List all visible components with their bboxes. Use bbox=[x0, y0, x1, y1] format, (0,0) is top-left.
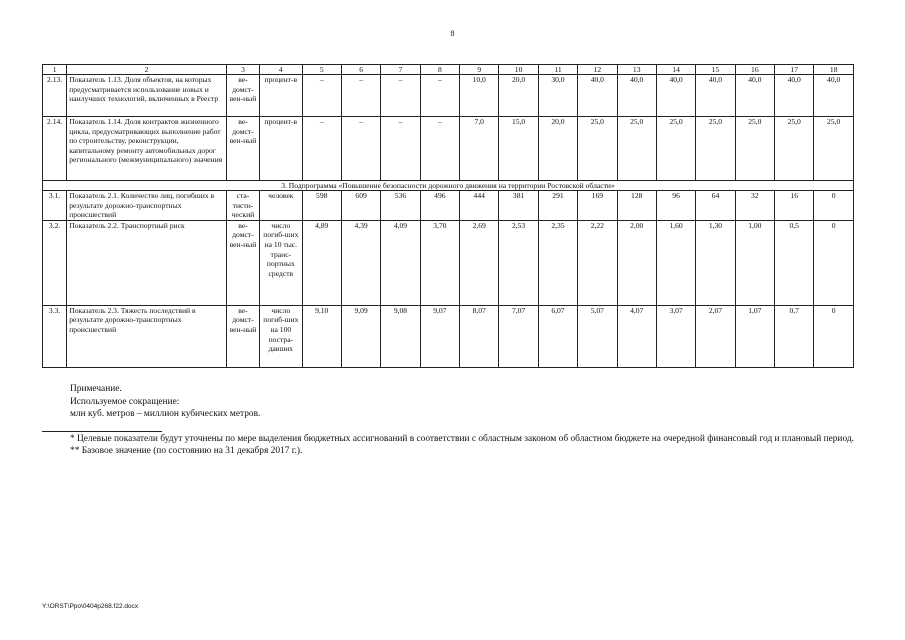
table-cell: 96 bbox=[656, 191, 695, 221]
table-cell: 40,0 bbox=[617, 75, 656, 117]
data-source: ве-домст-вен-ный bbox=[226, 117, 259, 181]
row-number: 3.2. bbox=[43, 220, 67, 305]
table-cell: 9,09 bbox=[341, 305, 380, 367]
table-cell: 25,0 bbox=[656, 117, 695, 181]
table-cell: 7,07 bbox=[499, 305, 538, 367]
column-header: 2 bbox=[67, 65, 227, 75]
table-cell: 20,0 bbox=[499, 75, 538, 117]
table-row bbox=[43, 191, 854, 221]
table-cell: 1,30 bbox=[696, 220, 735, 305]
table-cell: 25,0 bbox=[617, 117, 656, 181]
table-cell: 381 bbox=[499, 191, 538, 221]
table-cell: 40,0 bbox=[735, 75, 774, 117]
table-cell: 1,07 bbox=[735, 305, 774, 367]
table-cell: 444 bbox=[460, 191, 499, 221]
table-row bbox=[43, 305, 854, 367]
table-cell: 25,0 bbox=[775, 117, 814, 181]
indicators-table bbox=[42, 64, 854, 368]
table-cell: 3,07 bbox=[656, 305, 695, 367]
column-header: 17 bbox=[775, 65, 814, 75]
table-row bbox=[43, 220, 854, 305]
page-number: 8 bbox=[450, 29, 455, 38]
table-cell: 4,89 bbox=[302, 220, 341, 305]
table-cell: 9,07 bbox=[420, 305, 459, 367]
table-cell: 169 bbox=[578, 191, 617, 221]
notes-block bbox=[70, 383, 260, 421]
table-cell: – bbox=[420, 75, 459, 117]
column-header: 5 bbox=[302, 65, 341, 75]
row-number: 2.13. bbox=[43, 75, 67, 117]
data-source: ста-тисти-ческий bbox=[226, 191, 259, 221]
unit-of-measure: процент-в bbox=[260, 75, 302, 117]
column-header: 3 bbox=[226, 65, 259, 75]
indicator-name: Показатель 2.3. Тяжесть последствий в результате дорожно-транспортных происшествий bbox=[67, 305, 227, 367]
table-cell: 10,0 bbox=[460, 75, 499, 117]
table-cell: 3,70 bbox=[420, 220, 459, 305]
data-source: ве-домст-вен-ный bbox=[226, 220, 259, 305]
notes-title: Примечание. bbox=[70, 384, 122, 394]
row-number: 3.1. bbox=[43, 191, 67, 221]
abbreviations-title: Используемое сокращение: bbox=[70, 396, 180, 407]
indicator-name: Показатель 2.1. Количество лиц, погибших в результате дорожно-транспортных происшествий bbox=[67, 191, 227, 221]
table-cell: 598 bbox=[302, 191, 341, 221]
table-cell: 6,07 bbox=[538, 305, 577, 367]
row-number: 2.14. bbox=[43, 117, 67, 181]
table-cell: 40,0 bbox=[656, 75, 695, 117]
column-header: 11 bbox=[538, 65, 577, 75]
table-cell: 8,07 bbox=[460, 305, 499, 367]
footnote-1: * Целевые показатели будут уточнены по мере выделения бюджетных ассигнований в соответствии с областным законом об областном бюджете на очередной финансовый год и плановый период. bbox=[70, 434, 854, 444]
footnotes-block bbox=[42, 433, 855, 457]
table-cell: 2,22 bbox=[578, 220, 617, 305]
table-cell: 0,7 bbox=[775, 305, 814, 367]
column-header: 18 bbox=[814, 65, 854, 75]
table-cell: – bbox=[381, 75, 420, 117]
table-cell: – bbox=[302, 117, 341, 181]
table-cell: 2,07 bbox=[696, 305, 735, 367]
table-cell: 496 bbox=[420, 191, 459, 221]
unit-of-measure: человек bbox=[260, 191, 302, 221]
column-header: 16 bbox=[735, 65, 774, 75]
data-source: ве-домст-вен-ный bbox=[226, 75, 259, 117]
table-cell: 2,53 bbox=[499, 220, 538, 305]
table-cell: 128 bbox=[617, 191, 656, 221]
table-cell: 0 bbox=[814, 305, 854, 367]
table-cell: 40,0 bbox=[578, 75, 617, 117]
table-cell: 25,0 bbox=[578, 117, 617, 181]
table-cell: 291 bbox=[538, 191, 577, 221]
data-source: ве-домст-вен-ный bbox=[226, 305, 259, 367]
table-cell: – bbox=[341, 75, 380, 117]
table-cell: 9,08 bbox=[381, 305, 420, 367]
table-cell: 1,60 bbox=[656, 220, 695, 305]
table-cell: 16 bbox=[775, 191, 814, 221]
table-cell: 40,0 bbox=[775, 75, 814, 117]
unit-of-measure: число погиб-ших на 100 постра-давших bbox=[260, 305, 302, 367]
table-cell: 25,0 bbox=[735, 117, 774, 181]
abbreviation-item: млн куб. метров – миллион кубических метров. bbox=[70, 409, 261, 419]
indicator-name: Показатель 1.14. Доля контрактов жизненного цикла, предусматривающих выполнение работ по строительству, реконструкции, капитальному ремонту автомобильных дорог регионального (межмуниципального) значения bbox=[67, 117, 227, 181]
table-cell: 4,39 bbox=[341, 220, 380, 305]
unit-of-measure: процент-в bbox=[260, 117, 302, 181]
table-cell: 5,07 bbox=[578, 305, 617, 367]
column-header: 15 bbox=[696, 65, 735, 75]
table-cell: 2,35 bbox=[538, 220, 577, 305]
column-header: 9 bbox=[460, 65, 499, 75]
file-path: Y:\ORST\Ppo\0404p268.f22.docx bbox=[42, 603, 139, 610]
table-cell: 15,0 bbox=[499, 117, 538, 181]
table-cell: 4,09 bbox=[381, 220, 420, 305]
table-cell: 2,00 bbox=[617, 220, 656, 305]
table-row bbox=[43, 75, 854, 117]
footnote-divider bbox=[42, 431, 162, 432]
section-row bbox=[43, 181, 854, 191]
table-cell: 609 bbox=[341, 191, 380, 221]
indicator-name: Показатель 1.13. Доля объектов, на которых предусматривается использование новых и наилучших технологий, включенных в Реестр bbox=[67, 75, 227, 117]
section-title: 3. Подпрограмма «Повышение безопасности дорожного движения на территории Ростовской области» bbox=[43, 181, 854, 191]
table-cell: 1,00 bbox=[735, 220, 774, 305]
table-cell: 0,5 bbox=[775, 220, 814, 305]
table-cell: 7,0 bbox=[460, 117, 499, 181]
column-header: 7 bbox=[381, 65, 420, 75]
table-cell: 40,0 bbox=[696, 75, 735, 117]
column-header: 12 bbox=[578, 65, 617, 75]
table-cell: – bbox=[341, 117, 380, 181]
table-cell: 536 bbox=[381, 191, 420, 221]
table-cell: 25,0 bbox=[696, 117, 735, 181]
column-header: 14 bbox=[656, 65, 695, 75]
table-cell: – bbox=[302, 75, 341, 117]
table-cell: 0 bbox=[814, 220, 854, 305]
indicator-name: Показатель 2.2. Транспортный риск bbox=[67, 220, 227, 305]
table-cell: 40,0 bbox=[814, 75, 854, 117]
column-header: 8 bbox=[420, 65, 459, 75]
table-cell: 25,0 bbox=[814, 117, 854, 181]
table-cell: 20,0 bbox=[538, 117, 577, 181]
table-cell: 9,10 bbox=[302, 305, 341, 367]
table-header-row bbox=[43, 65, 854, 75]
unit-of-measure: число погиб-ших на 10 тыс. транс-портных средств bbox=[260, 220, 302, 305]
table-cell: 30,0 bbox=[538, 75, 577, 117]
table-cell: 64 bbox=[696, 191, 735, 221]
table-cell: 4,07 bbox=[617, 305, 656, 367]
column-header: 1 bbox=[43, 65, 67, 75]
column-header: 13 bbox=[617, 65, 656, 75]
table-cell: – bbox=[381, 117, 420, 181]
row-number: 3.3. bbox=[43, 305, 67, 367]
table-cell: 32 bbox=[735, 191, 774, 221]
table-cell: 0 bbox=[814, 191, 854, 221]
footnote-2: ** Базовое значение (по состоянию на 31 декабря 2017 г.). bbox=[70, 446, 303, 456]
table-cell: 2,69 bbox=[460, 220, 499, 305]
table-row bbox=[43, 117, 854, 181]
column-header: 6 bbox=[341, 65, 380, 75]
column-header: 4 bbox=[260, 65, 302, 75]
column-header: 10 bbox=[499, 65, 538, 75]
table-cell: – bbox=[420, 117, 459, 181]
